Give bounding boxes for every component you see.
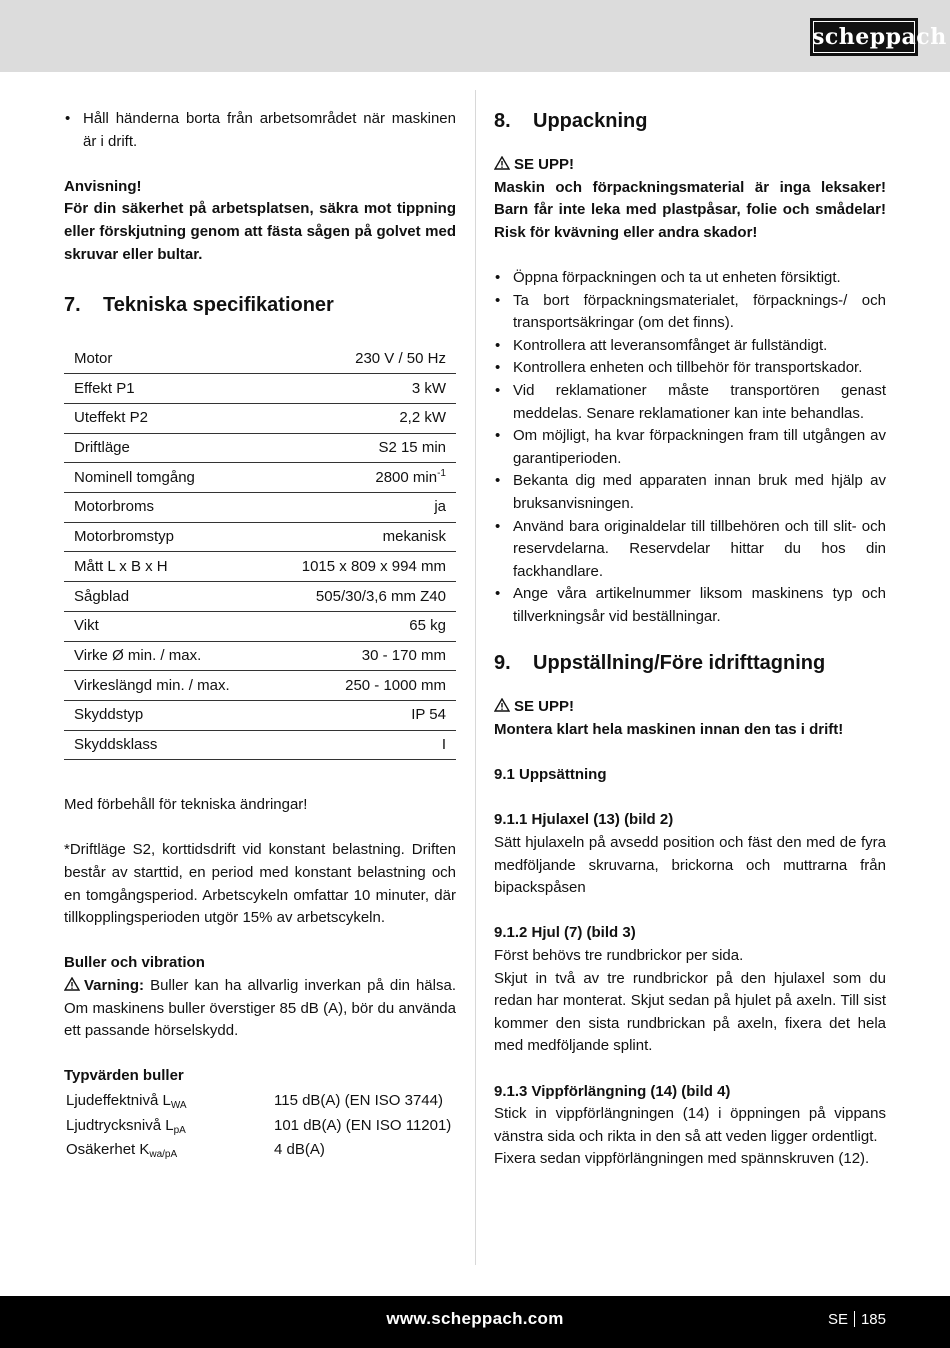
website-link[interactable]: www.scheppach.com — [386, 1309, 564, 1328]
list-item: • Håll händerna borta från arbetsområdet när maskinen är i drift. — [64, 108, 456, 153]
table-row — [64, 700, 456, 730]
footer-bar — [0, 1296, 950, 1348]
list-item: • Ta bort förpackningsmaterialet, förpacknings-/ och transportsäkringar (om det finns). — [494, 290, 886, 335]
list-item: • Om möjligt, ha kvar förpackningen fram till utgången av garantiperioden. — [494, 425, 886, 470]
table-row — [66, 1139, 451, 1162]
spec-value-text: 30 - 170 mm — [361, 646, 446, 664]
caution-heading — [494, 154, 886, 177]
spec-value — [267, 552, 456, 582]
noise-value: 101 dB(A) (EN ISO 11201) — [274, 1116, 452, 1134]
unpack-bullets — [494, 267, 886, 629]
table-row — [64, 433, 456, 463]
spec-label: Motorbroms — [64, 493, 267, 523]
list-item: • Kontrollera att leveransomfånget är fullständigt. — [494, 335, 886, 358]
subsection-9-1-2-title: 9.1.2 Hjul (7) (bild 3) — [494, 924, 636, 942]
section-9-heading — [494, 650, 886, 676]
spec-label: Uteffekt P2 — [64, 404, 267, 434]
section-8-heading — [494, 108, 886, 134]
list-item: • Öppna förpackningen och ta ut enheten försiktigt. — [494, 267, 886, 290]
noise-warning — [64, 975, 456, 1043]
caution-text: Montera klart hela maskinen innan den tas i drift! — [494, 721, 844, 739]
table-row — [64, 344, 456, 374]
spec-value — [267, 730, 456, 760]
noise-label-text: Osäkerhet K — [66, 1141, 150, 1159]
noise-value: 4 dB(A) — [274, 1141, 325, 1159]
column-divider — [475, 90, 476, 1265]
spec-value — [267, 493, 456, 523]
table-row — [64, 552, 456, 582]
section-7-heading — [64, 292, 456, 318]
spec-label: Skyddstyp — [64, 700, 267, 730]
subsection-9-1-1-title: 9.1.1 Hjulaxel (13) (bild 2) — [494, 811, 674, 829]
noise-label-subscript: WA — [170, 1100, 187, 1111]
warning-icon — [494, 156, 510, 170]
table-row — [66, 1115, 451, 1138]
noise-value: 115 dB(A) (EN ISO 3744) — [274, 1092, 443, 1109]
spec-value — [267, 433, 456, 463]
spec-value-text: 65 kg — [409, 617, 446, 635]
list-item: • Bekanta dig med apparaten innan bruk med hjälp av bruksanvisningen. — [494, 470, 886, 515]
note-text: För din säkerhet på arbetsplatsen, säkra mot tippning eller förskjutning genom att fästa sågen på golvet med skruvar eller bultar. — [64, 200, 456, 263]
spec-label: Mått L x B x H — [64, 552, 267, 582]
noise-label-text: Ljudeffektnivå L — [66, 1092, 171, 1109]
spec-label: Nominell tomgång — [64, 463, 267, 493]
list-item: • Vid reklamationer måste transportören genast meddelas. Senare reklamationer kan inte behandlas. — [494, 380, 886, 425]
note-title: Anvisning! — [64, 177, 142, 195]
intro-bullets — [64, 108, 456, 153]
spec-value — [267, 463, 456, 493]
table-row — [64, 730, 456, 760]
warning-text: Buller kan ha allvarlig inverkan på din hälsa. Om maskinens buller överstiger 85 dB (A), bör du använda ett passande hörselskydd. — [64, 977, 456, 1040]
table-row — [64, 374, 456, 404]
language-code: SE — [827, 1311, 848, 1328]
page-num: 185 — [860, 1311, 886, 1328]
spec-value — [267, 641, 456, 671]
spec-value-text: 3 kW — [411, 379, 446, 397]
spec-value-text: 505/30/3,6 mm Z40 — [315, 587, 446, 605]
spec-value-text: I — [441, 735, 446, 753]
spec-table — [64, 344, 456, 760]
spec-value — [267, 374, 456, 404]
reservation-note: Med förbehåll för tekniska ändringar! — [64, 796, 308, 814]
spec-label: Sågblad — [64, 582, 267, 612]
spec-value-text: 1015 x 809 x 994 mm — [301, 557, 446, 575]
caution-text: Maskin och förpackningsmaterial är inga leksaker! Barn får inte leka med plastpåsar, folie och smådelar! Risk för kvävning eller andra skador! — [494, 178, 886, 241]
subsection-9-1-3-text: Fixera sedan vippförlängningen med spännskruven (12). — [494, 1150, 870, 1168]
section-number: 7. — [64, 294, 81, 317]
noise-label-text: Ljudtrycksnivå L — [66, 1116, 174, 1134]
scheppach-logo: scheppach — [810, 18, 918, 56]
noise-label-subscript: wa/pA — [149, 1149, 178, 1161]
subsection-9-1-2-text: Först behövs tre rundbrickor per sida. — [494, 947, 744, 964]
spec-value-text: IP 54 — [411, 706, 446, 724]
left-column — [64, 108, 456, 1164]
list-item: • Kontrollera enheten och tillbehör för transportskador. — [494, 357, 886, 380]
warning-icon — [494, 698, 510, 712]
noise-label — [66, 1139, 272, 1162]
right-column — [494, 108, 886, 1171]
subsection-9-1-3-title: 9.1.3 Vippförlängning (14) (bild 4) — [494, 1082, 731, 1100]
noise-label — [66, 1115, 272, 1138]
spec-value — [267, 344, 456, 374]
noise-label-subscript: pA — [173, 1124, 186, 1136]
table-row — [64, 641, 456, 671]
spec-value-text: 2800 min — [375, 468, 438, 486]
spec-value — [267, 582, 456, 612]
spec-value — [267, 522, 456, 552]
subsection-9-1-title: 9.1 Uppsättning — [494, 766, 607, 784]
section-number: 9. — [494, 652, 511, 675]
spec-label: Virke Ø min. / max. — [64, 641, 267, 671]
spec-value — [267, 404, 456, 434]
section-title: Tekniska specifikationer — [103, 294, 334, 317]
page-number — [828, 1309, 886, 1332]
section-number: 8. — [494, 110, 511, 132]
table-row — [64, 582, 456, 612]
table-row — [64, 522, 456, 552]
spec-value-text: 250 - 1000 mm — [345, 676, 446, 694]
typical-noise-title: Typvärden buller — [64, 1067, 184, 1085]
spec-value — [267, 611, 456, 641]
subsection-9-1-2-text: Skjut in två av tre rundbrickor på den hjulaxel som du redan har monterat. Skjut sedan på hjulet på axeln. Till sist kommer den sista rundbrickan på axeln, fixera det hela med medföljande splint. — [494, 969, 886, 1055]
spec-value — [267, 671, 456, 701]
table-row — [64, 611, 456, 641]
header-bar — [0, 0, 950, 72]
page-separator — [854, 1311, 855, 1327]
caution-heading — [494, 696, 886, 719]
table-row — [64, 463, 456, 493]
duty-note: *Driftläge S2, korttidsdrift vid konstant belastning. Driften består av starttid, en period med konstant belastning och en tomgångsperiod. Arbetscykeln omfattar 10 minuter, där tillkopplingsperioden utgör 15% av arbetscykeln. — [64, 841, 456, 927]
spec-value-exponent: -1 — [437, 467, 446, 479]
subsection-9-1-3-text: Stick in vippförlängningen (14) i öppningen på vippans vänstra sida och rikta in den så att veden ligger ordentligt. — [494, 1105, 886, 1145]
spec-label: Skyddsklass — [64, 730, 267, 760]
noise-label — [66, 1090, 272, 1113]
section-title: Uppställning/Före idrifttagning — [533, 652, 826, 675]
spec-label: Effekt P1 — [64, 374, 267, 404]
noise-table — [64, 1088, 453, 1164]
section-title: Uppackning — [533, 110, 648, 132]
spec-value-text: mekanisk — [382, 528, 446, 546]
spec-value-text: ja — [434, 498, 446, 516]
warning-icon — [64, 977, 80, 991]
list-item: • Ange våra artikelnummer liksom maskinens typ och tillverkningsår vid beställningar. — [494, 583, 886, 628]
caution-label: SE UPP! — [514, 156, 575, 173]
table-row — [64, 493, 456, 523]
warning-label: Varning: — [84, 977, 145, 995]
caution-label: SE UPP! — [514, 698, 575, 716]
spec-label: Virkeslängd min. / max. — [64, 671, 267, 701]
spec-value-text: S2 15 min — [378, 439, 446, 457]
table-row — [64, 671, 456, 701]
spec-value-text: 2,2 kW — [399, 409, 446, 427]
spec-label: Motor — [64, 344, 267, 374]
spec-label: Vikt — [64, 611, 267, 641]
table-row — [64, 404, 456, 434]
spec-value-text: 230 V / 50 Hz — [355, 349, 446, 367]
spec-label: Driftläge — [64, 433, 267, 463]
subsection-9-1-1-text: Sätt hjulaxeln på avsedd position och fäst den med de fyra medföljande skruvarna, brickorna och muttrarna från bipackspåsen — [494, 834, 886, 897]
spec-value — [267, 700, 456, 730]
table-row — [66, 1090, 451, 1113]
spec-label: Motorbromstyp — [64, 522, 267, 552]
noise-title: Buller och vibration — [64, 954, 205, 972]
list-item: • Använd bara originaldelar till tillbehören och till slit- och reservdelarna. Reservdelar hittar du hos din fackhandlare. — [494, 516, 886, 584]
